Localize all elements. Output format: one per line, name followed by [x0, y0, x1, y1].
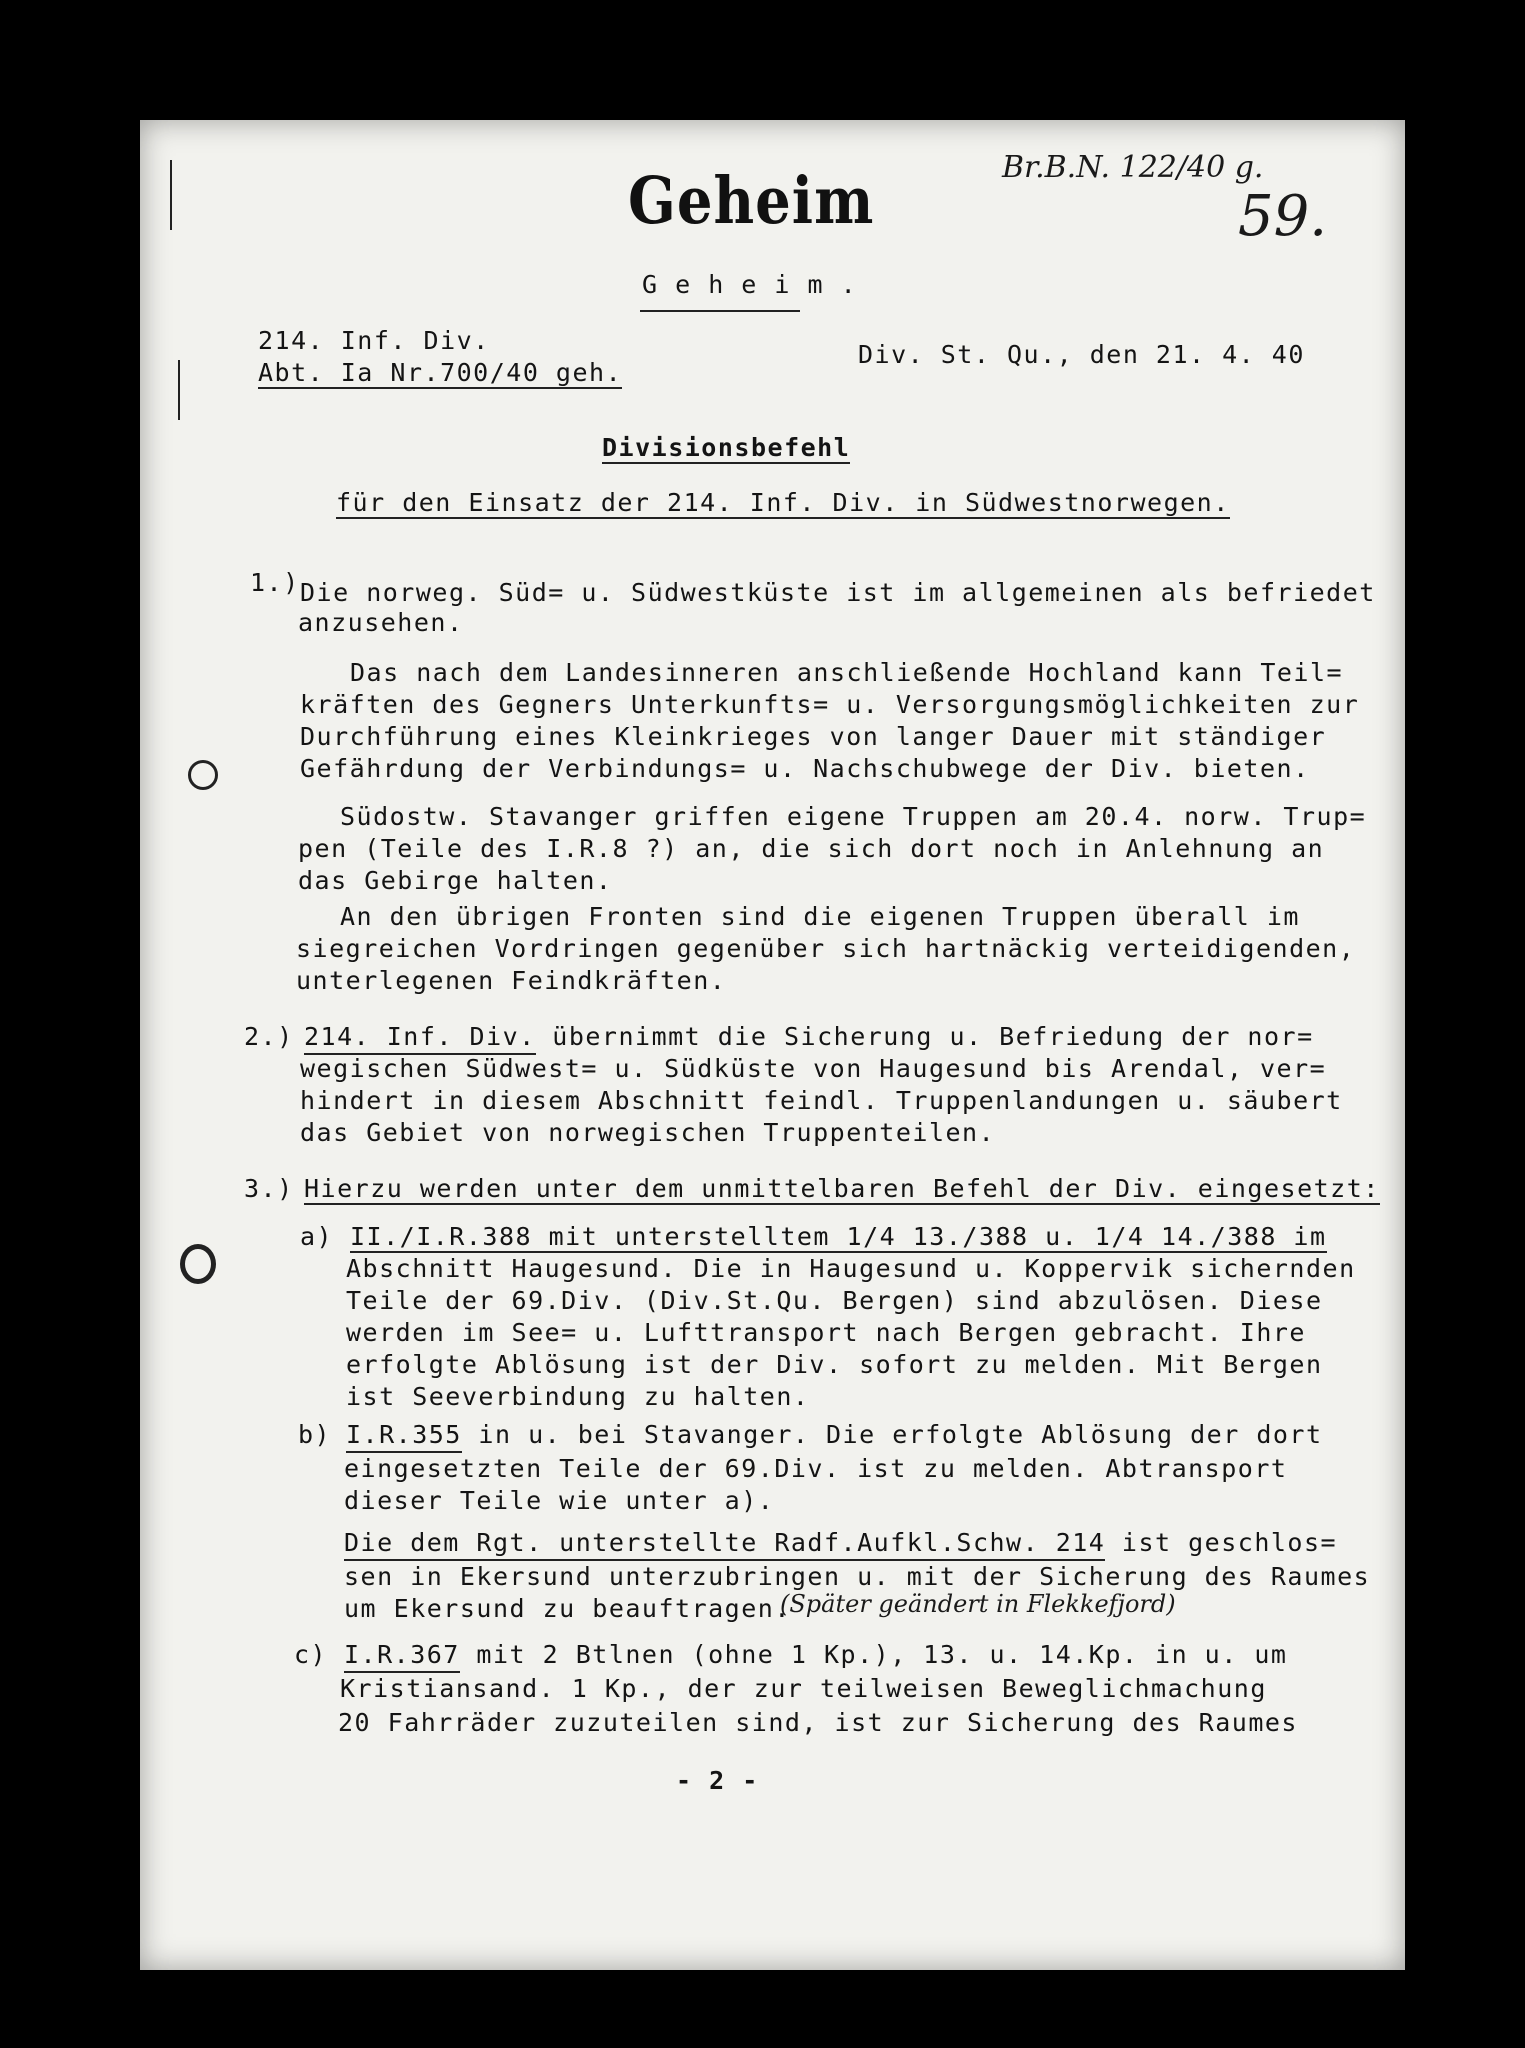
item-b-line-text: in u. bei Stavanger. Die erfolgte Ablösung der dort — [461, 1420, 1323, 1449]
punch-hole — [180, 1244, 216, 1284]
section-2-line-text: übernimmt die Sicherung u. Befriedung der nor= — [535, 1022, 1314, 1051]
item-a-line: Teile der 69.Div. (Div.St.Qu. Bergen) sind abzulösen. Diese — [346, 1286, 1323, 1315]
handwritten-reference: Br.B.N. 122/40 g. — [1002, 150, 1264, 185]
item-a-label: a) — [300, 1222, 334, 1251]
document-page — [140, 120, 1405, 1970]
item-b-label: b) — [298, 1420, 332, 1449]
section-1-paragraph-line: Gefährdung der Verbindungs= u. Nachschubwege der Div. bieten. — [300, 754, 1310, 783]
document-subtitle: für den Einsatz der 214. Inf. Div. in Südwestnorwegen. — [336, 488, 1230, 517]
margin-mark — [178, 360, 180, 420]
item-b-line: eingesetzten Teile der 69.Div. ist zu melden. Abtransport — [344, 1454, 1288, 1483]
classification-label: G e h e i m . — [642, 270, 858, 299]
margin-mark — [170, 160, 172, 230]
item-b-line — [346, 1422, 1323, 1447]
item-b-line: dieser Teile wie unter a). — [344, 1486, 775, 1515]
place-date: Div. St. Qu., den 21. 4. 40 — [858, 340, 1305, 369]
section-2-line: hindert in diesem Abschnitt feindl. Truppenlandungen u. säubert — [300, 1086, 1343, 1115]
item-c-line: Kristiansand. 1 Kp., der zur teilweisen Beweglichmachung — [340, 1674, 1267, 1703]
unit-name: 214. Inf. Div. — [258, 326, 490, 355]
classification-underline — [640, 310, 800, 312]
document-title: Divisionsbefehl — [602, 433, 851, 462]
unit-highlight: Die dem Rgt. unterstellte Radf.Aufkl.Schw. 214 — [344, 1528, 1105, 1561]
section-3-heading: Hierzu werden unter dem unmittelbaren Befehl der Div. eingesetzt: — [304, 1174, 1380, 1203]
item-b-line — [344, 1530, 1337, 1555]
section-2-number: 2.) — [244, 1022, 294, 1051]
section-1-paragraph-line: das Gebirge halten. — [298, 866, 613, 895]
unit-highlight: 214. Inf. Div. — [304, 1022, 536, 1055]
section-2-line: wegischen Südwest= u. Südküste von Haugesund bis Arendal, ver= — [300, 1054, 1327, 1083]
unit-highlight: I.R.367 — [344, 1640, 460, 1673]
section-1-paragraph-line: An den übrigen Fronten sind die eigenen Truppen überall im — [340, 902, 1300, 931]
section-1-paragraph-line: kräften des Gegners Unterkunfts= u. Versorgungsmöglichkeiten zur — [300, 690, 1360, 719]
item-c-line: 20 Fahrräder zuzuteilen sind, ist zur Sicherung des Raumes — [338, 1708, 1298, 1737]
section-1-line: Die norweg. Süd= u. Südwestküste ist im allgemeinen als befriedet — [300, 578, 1376, 607]
section-1-paragraph-line: Südostw. Stavanger griffen eigene Truppen am 20.4. norw. Trup= — [340, 802, 1367, 831]
item-c-line — [344, 1642, 1287, 1667]
section-2-line: das Gebiet von norwegischen Truppenteilen. — [300, 1118, 996, 1147]
handwritten-note: (Später geändert in Flekkefjord) — [780, 1590, 1176, 1618]
item-b-line: um Ekersund zu beauftragen. — [344, 1594, 791, 1623]
section-1-number: 1.) — [250, 568, 300, 597]
section-1-paragraph-line: Das nach dem Landesinneren anschließende Hochland kann Teil= — [350, 658, 1344, 687]
unit-highlight: I.R.355 — [346, 1420, 462, 1453]
item-a-line: erfolgte Ablösung ist der Div. sofort zu melden. Mit Bergen — [346, 1350, 1323, 1379]
section-3-number: 3.) — [244, 1174, 294, 1203]
section-1-paragraph-line: unterlegenen Feindkräften. — [296, 966, 727, 995]
section-1-paragraph-line: Durchführung eines Kleinkrieges von langer Dauer mit ständiger — [300, 722, 1327, 751]
page-number: - 2 - — [676, 1766, 759, 1795]
section-1-paragraph-line: siegreichen Vordringen gegenüber sich hartnäckig verteidigenden, — [296, 934, 1356, 963]
punch-hole — [188, 760, 218, 790]
handwritten-page-number: 59. — [1238, 184, 1328, 249]
item-a-line: ist Seeverbindung zu halten. — [346, 1382, 810, 1411]
item-c-line-text: mit 2 Btlnen (ohne 1 Kp.), 13. u. 14.Kp. in u. um — [459, 1640, 1288, 1669]
reference-number: Abt. Ia Nr.700/40 geh. — [258, 358, 623, 387]
item-a-line: werden im See= u. Lufttransport nach Bergen gebracht. Ihre — [346, 1318, 1306, 1347]
section-2-line — [304, 1024, 1314, 1049]
section-1-line: anzusehen. — [298, 608, 464, 637]
item-b-line: sen in Ekersund unterzubringen u. mit der Sicherung des Raumes — [344, 1562, 1371, 1591]
item-a-line: Abschnitt Haugesund. Die in Haugesund u. Koppervik sichernden — [346, 1254, 1356, 1283]
item-c-label: c) — [294, 1640, 328, 1669]
item-b-line-text: ist geschlos= — [1105, 1528, 1338, 1557]
section-1-paragraph-line: pen (Teile des I.R.8 ?) an, die sich dort noch in Anlehnung an — [298, 834, 1325, 863]
item-a-line: II./I.R.388 mit unterstelltem 1/4 13./388 u. 1/4 14./388 im — [350, 1222, 1327, 1251]
geheim-stamp: Geheim — [628, 163, 875, 239]
